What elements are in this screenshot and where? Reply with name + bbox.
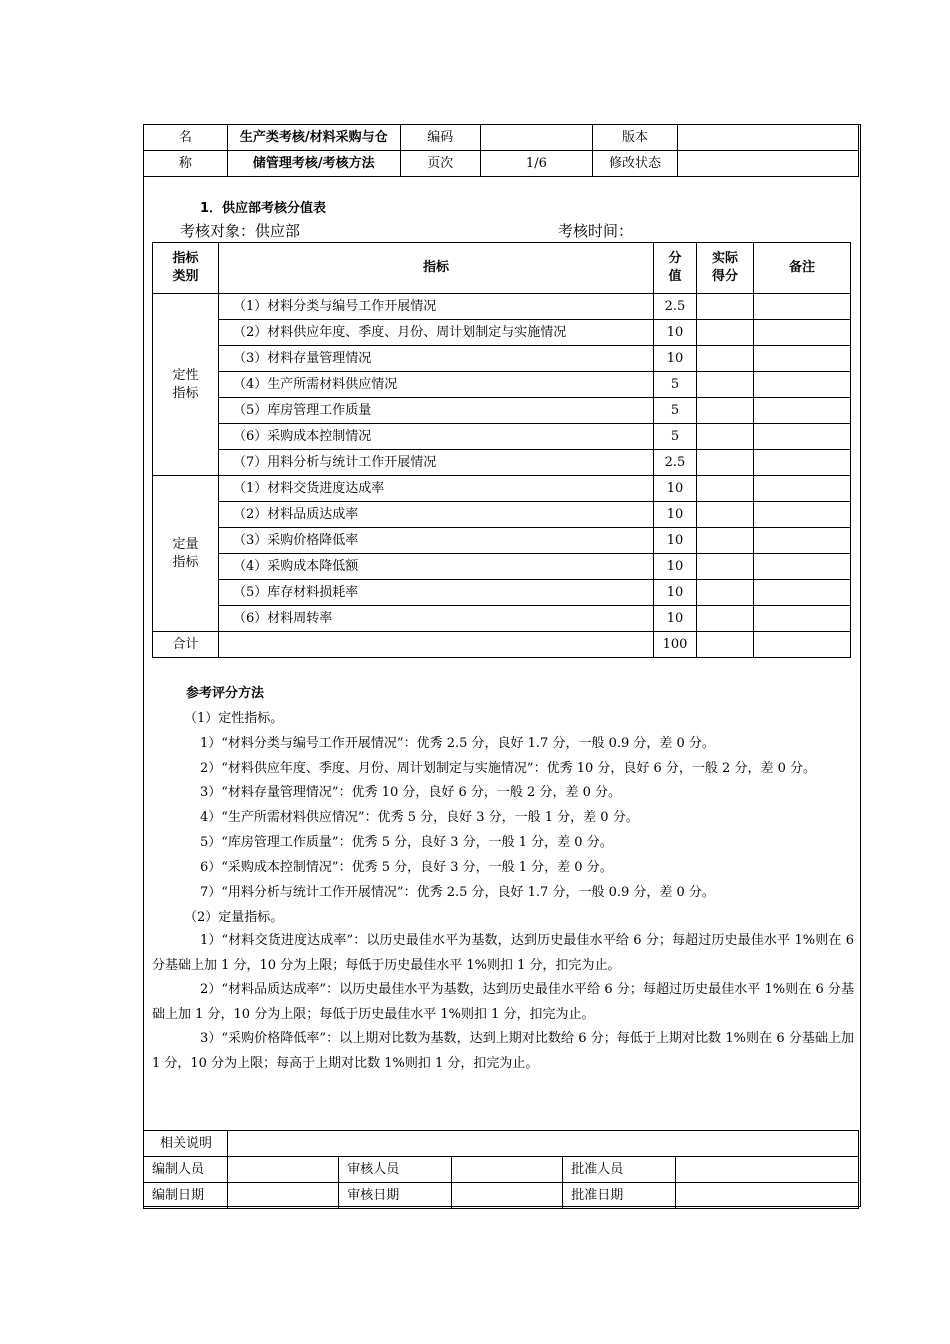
actual-score-cell [697,424,754,450]
version-value [677,125,858,151]
reviewer-label: 审核人员 [339,1157,452,1183]
indicator-score: 10 [654,346,697,372]
indicator-score: 5 [654,424,697,450]
actual-score-cell [697,606,754,632]
indicator-name: （4）采购成本降低额 [219,554,654,580]
indicator-score: 10 [654,320,697,346]
table-row [153,554,851,580]
actual-score-cell [697,554,754,580]
remark-cell [754,606,851,632]
indicator-name: （3）材料存量管理情况 [219,346,654,372]
compiler-value [227,1157,338,1183]
header-score: 分 值 [654,243,697,294]
approver-value [675,1157,858,1183]
page-value: 1/6 [480,151,593,177]
actual-score-cell [697,450,754,476]
name-label-bottom: 称 [144,151,228,177]
remark-cell [754,424,851,450]
actual-score-cell [697,320,754,346]
version-label: 版本 [593,125,678,151]
remark-cell [754,580,851,606]
qualitative-rule: 3）“材料存量管理情况”：优秀 10 分，良好 6 分，一般 2 分，差 0 分。 [200,785,621,800]
quantitative-category: 定量 指标 [153,476,219,632]
indicator-score: 10 [654,502,697,528]
qualitative-rule: 5）“库房管理工作质量”：优秀 5 分，良好 3 分，一般 1 分，差 0 分。 [200,835,613,850]
compiler-label: 编制人员 [144,1157,228,1183]
remark-cell [754,554,851,580]
indicator-name: （7）用料分析与统计工作开展情况 [219,450,654,476]
indicator-name: （5）库房管理工作质量 [219,398,654,424]
actual-score-cell [697,372,754,398]
table-row [153,580,851,606]
qualitative-heading: （1）定性指标。 [184,711,284,726]
indicator-name: （1）材料分类与编号工作开展情况 [219,294,654,320]
approve-date-value [675,1183,858,1209]
code-value [480,125,593,151]
section-title: 1．供应部考核分值表 [200,201,327,216]
actual-score-cell [697,398,754,424]
qualitative-rule: 6）“采购成本控制情况”：优秀 5 分，良好 3 分，一般 1 分，差 0 分。 [200,860,613,875]
indicator-score: 2.5 [654,294,697,320]
reviewer-value [451,1157,562,1183]
header-category: 指标 类别 [153,243,219,294]
total-row [153,632,851,658]
compile-date-value [227,1183,338,1209]
assessment-time: 考核时间： [558,222,634,240]
related-notes-label: 相关说明 [144,1131,228,1157]
indicator-score: 5 [654,372,697,398]
assessment-target: 考核对象：供应部 [180,222,301,240]
score-table [152,242,851,658]
document-frame [143,124,861,1207]
actual-score-cell [697,580,754,606]
compile-date-label: 编制日期 [144,1183,228,1209]
approve-date-label: 批准日期 [563,1183,676,1209]
indicator-score: 10 [654,580,697,606]
doc-title-line1: 生产类考核/材料采购与仓 [227,125,400,151]
status-value [677,151,858,177]
approver-label: 批准人员 [563,1157,676,1183]
remark-cell [754,398,851,424]
remark-cell [754,346,851,372]
review-date-label: 审核日期 [339,1183,452,1209]
header-actual: 实际 得分 [697,243,754,294]
qualitative-rule: 4）“生产所需材料供应情况”：优秀 5 分，良好 3 分，一般 1 分，差 0 分。 [200,810,639,825]
remark-cell [754,450,851,476]
status-label: 修改状态 [593,151,678,177]
indicator-score: 2.5 [654,450,697,476]
indicator-name: （3）采购价格降低率 [219,528,654,554]
code-label: 编码 [400,125,480,151]
table-row [153,294,851,320]
footer-table [143,1130,859,1209]
actual-score-cell [697,502,754,528]
reference-title: 参考评分方法 [186,686,265,701]
actual-score-cell [697,346,754,372]
quantitative-rule: 1）“材料交货进度达成率”：以历史最佳水平为基数，达到历史最佳水平给 6 分；每超过历史最佳水平 1%则在 6 分基础上加 1 分，10 分为上限；每低于历史最佳水平 1%则扣 1 分，扣完为止。 [152,933,854,973]
actual-score-cell [697,528,754,554]
total-score: 100 [654,632,697,658]
actual-score-cell [697,476,754,502]
header-table [143,124,859,177]
indicator-score: 10 [654,606,697,632]
review-date-value [451,1183,562,1209]
related-notes-value [227,1131,858,1157]
table-row [153,606,851,632]
total-remark-cell [754,632,851,658]
indicator-name: （4）生产所需材料供应情况 [219,372,654,398]
indicator-name: （2）材料品质达成率 [219,502,654,528]
indicator-name: （6）采购成本控制情况 [219,424,654,450]
table-row [153,320,851,346]
remark-cell [754,502,851,528]
remark-cell [754,476,851,502]
table-row [153,424,851,450]
table-row [153,528,851,554]
doc-title-line2: 储管理考核/考核方法 [227,151,400,177]
name-label-top: 名 [144,125,228,151]
quantitative-heading: （2）定量指标。 [184,910,284,925]
header-indicator: 指标 [219,243,654,294]
table-row [153,346,851,372]
indicator-score: 10 [654,476,697,502]
qualitative-rule: 1）“材料分类与编号工作开展情况”：优秀 2.5 分，良好 1.7 分，一般 0.9 分，差 0 分。 [200,736,715,751]
total-indicator-cell [219,632,654,658]
table-row [153,450,851,476]
table-row [153,476,851,502]
remark-cell [754,320,851,346]
table-row [153,502,851,528]
actual-score-cell [697,294,754,320]
indicator-name: （6）材料周转率 [219,606,654,632]
table-row [153,398,851,424]
indicator-score: 10 [654,528,697,554]
remark-cell [754,294,851,320]
remark-cell [754,372,851,398]
qualitative-category: 定性 指标 [153,294,219,476]
remark-cell [754,528,851,554]
table-row [153,372,851,398]
quantitative-rule: 3）“采购价格降低率”：以上期对比数为基数，达到上期对比数给 6 分；每低于上期对比数 1%则在 6 分基础上加 1 分，10 分为上限；每高于上期对比数 1%则扣 1 分，扣完为止。 [152,1031,854,1071]
total-actual-cell [697,632,754,658]
indicator-name: （2）材料供应年度、季度、月份、周计划制定与实施情况 [219,320,654,346]
quantitative-rule: 2）“材料品质达成率”：以历史最佳水平为基数，达到历史最佳水平给 6 分；每超过历史最佳水平 1%则在 6 分基础上加 1 分，10 分为上限；每低于历史最佳水平 1%则扣 1 分，扣完为止。 [152,982,854,1022]
total-label: 合计 [153,632,219,658]
qualitative-rule: 2）“材料供应年度、季度、月份、周计划制定与实施情况”：优秀 10 分，良好 6 分，一般 2 分，差 0 分。 [200,761,816,776]
qualitative-rule: 7）“用料分析与统计工作开展情况”：优秀 2.5 分，良好 1.7 分，一般 0.9 分，差 0 分。 [200,885,715,900]
page-label: 页次 [400,151,480,177]
indicator-score: 10 [654,554,697,580]
indicator-score: 5 [654,398,697,424]
header-remark: 备注 [754,243,851,294]
indicator-name: （1）材料交货进度达成率 [219,476,654,502]
indicator-name: （5）库存材料损耗率 [219,580,654,606]
